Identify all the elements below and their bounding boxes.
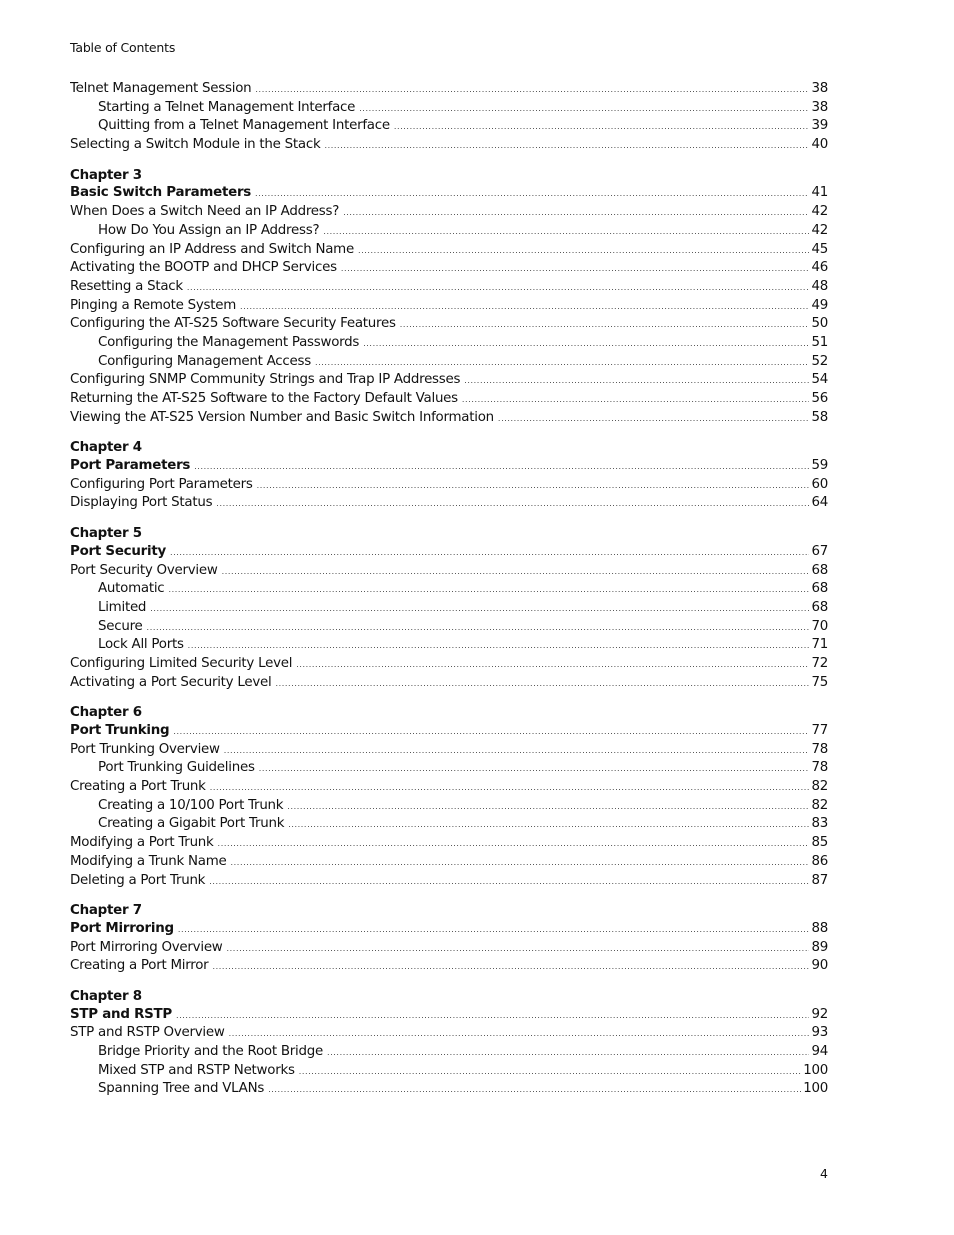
toc-entry-title: Returning the AT-S25 Software to the Factory Default Values <box>70 391 458 406</box>
toc-entry-page: 40 <box>811 137 828 153</box>
toc-entry-page: 88 <box>811 920 828 936</box>
toc-entry[interactable] <box>70 242 828 261</box>
toc-entry[interactable] <box>70 391 828 410</box>
table-of-contents <box>70 81 828 1100</box>
toc-entry-page: 92 <box>811 1006 828 1022</box>
toc-entry-title: Configuring Management Access <box>98 353 311 369</box>
toc-dot-leader <box>359 104 809 113</box>
chapter-label: Chapter 8 <box>70 988 142 1004</box>
toc-entry-page: 86 <box>811 853 828 869</box>
toc-entry-page: 71 <box>811 637 828 653</box>
toc-dot-leader <box>287 802 809 811</box>
toc-dot-leader <box>150 604 809 613</box>
toc-entry-title: Basic Switch Parameters <box>70 185 252 201</box>
toc-entry[interactable] <box>70 137 828 156</box>
toc-entry-title: Bridge Priority and the Root Bridge <box>98 1044 323 1059</box>
toc-entry-page: 58 <box>811 409 828 425</box>
toc-dot-leader <box>315 358 809 367</box>
toc-entry[interactable] <box>70 100 828 119</box>
toc-entry-title: Spanning Tree and VLANs <box>98 1081 265 1097</box>
toc-entry-title: Displaying Port Status <box>70 495 213 511</box>
toc-entry-title: Pinging a Remote System <box>70 297 237 313</box>
toc-dot-leader <box>168 585 809 594</box>
toc-entry-page: 49 <box>811 297 828 313</box>
toc-entry[interactable] <box>70 581 828 600</box>
toc-entry-title: Deleting a Port Trunk <box>70 872 206 888</box>
toc-entry-title: Configuring Limited Security Level <box>70 655 293 671</box>
toc-entry[interactable] <box>70 1063 828 1082</box>
toc-entry[interactable] <box>70 854 828 873</box>
toc-entry-title: STP and RSTP <box>70 1006 172 1022</box>
toc-entry-title: Selecting a Switch Module in the Stack <box>70 137 321 153</box>
toc-entry-title: Configuring an IP Address and Switch Name <box>70 241 354 257</box>
toc-dot-leader <box>462 395 810 404</box>
toc-entry[interactable] <box>70 316 828 335</box>
toc-dot-leader <box>240 302 809 311</box>
toc-dot-leader <box>341 264 810 273</box>
toc-entry-page: 59 <box>811 458 828 474</box>
toc-entry-page: 68 <box>811 581 828 597</box>
toc-entry[interactable] <box>70 940 828 959</box>
toc-dot-leader <box>224 746 810 755</box>
toc-entry-page: 39 <box>811 118 828 134</box>
toc-entry[interactable] <box>70 958 828 977</box>
toc-entry-page: 83 <box>811 816 828 832</box>
toc-dot-leader <box>218 839 810 848</box>
toc-entry-title: Creating a 10/100 Port Trunk <box>98 797 284 813</box>
toc-entry[interactable] <box>70 675 828 694</box>
toc-dot-leader <box>222 567 810 576</box>
toc-entry[interactable] <box>70 477 828 496</box>
toc-entry-title: Limited <box>98 599 147 615</box>
toc-dot-leader <box>147 623 810 632</box>
toc-entry-title: Activating a Port Security Level <box>70 674 272 690</box>
toc-entry-page: 54 <box>811 372 828 388</box>
toc-entry[interactable] <box>70 204 828 223</box>
toc-entry[interactable] <box>70 835 828 854</box>
toc-chapter-title-entry[interactable] <box>70 723 828 742</box>
toc-dot-leader <box>227 944 810 953</box>
toc-entry[interactable] <box>70 223 828 242</box>
toc-entry-title: Mixed STP and RSTP Networks <box>98 1062 295 1078</box>
toc-dot-leader <box>323 227 809 236</box>
toc-dot-leader <box>363 339 809 348</box>
toc-entry[interactable] <box>70 656 828 675</box>
toc-entry-title: Port Trunking Guidelines <box>98 760 255 776</box>
toc-entry-title: Port Mirroring <box>70 920 174 936</box>
toc-entry-title: Port Security Overview <box>70 562 218 578</box>
toc-entry[interactable] <box>70 873 828 892</box>
toc-entry-title: Configuring the Management Passwords <box>98 334 360 350</box>
toc-dot-leader <box>187 283 810 292</box>
toc-entry-title: Modifying a Trunk Name <box>70 853 227 869</box>
chapter-label: Chapter 3 <box>70 167 142 183</box>
toc-entry-page: 42 <box>811 204 828 220</box>
toc-entry-page: 64 <box>811 495 828 511</box>
toc-entry-page: 78 <box>811 741 828 757</box>
toc-dot-leader <box>255 189 809 198</box>
toc-entry-page: 50 <box>811 316 828 332</box>
toc-chapter-title-entry[interactable] <box>70 185 828 204</box>
toc-chapter-title-entry[interactable] <box>70 921 828 940</box>
toc-dot-leader <box>327 1048 809 1057</box>
toc-entry[interactable] <box>70 637 828 656</box>
toc-entry-title: Activating the BOOTP and DHCP Services <box>70 260 337 276</box>
toc-entry-title: Port Trunking Overview <box>70 741 220 757</box>
toc-dot-leader <box>324 141 809 150</box>
toc-entry-title: Modifying a Port Trunk <box>70 835 214 851</box>
toc-entry-title: Automatic <box>98 581 165 597</box>
toc-dot-leader <box>210 783 810 792</box>
running-header: Table of Contents <box>70 40 176 55</box>
toc-entry[interactable] <box>70 335 828 354</box>
toc-entry-page: 52 <box>811 353 828 369</box>
toc-dot-leader <box>173 727 809 736</box>
toc-entry[interactable] <box>70 1025 828 1044</box>
toc-entry-title: Port Trunking <box>70 723 170 738</box>
toc-entry-page: 93 <box>811 1025 828 1041</box>
chapter-label: Chapter 7 <box>70 903 142 919</box>
toc-entry-title: Port Parameters <box>70 458 191 474</box>
toc-dot-leader <box>170 548 810 557</box>
toc-entry-page: 78 <box>811 760 828 776</box>
toc-dot-leader <box>343 208 809 217</box>
toc-entry-title: How Do You Assign an IP Address? <box>98 222 320 238</box>
toc-entry-page: 51 <box>811 334 828 350</box>
toc-dot-leader <box>268 1085 801 1094</box>
toc-chapter-title-entry[interactable] <box>70 458 828 477</box>
toc-dot-leader <box>400 320 810 329</box>
toc-entry-title: Port Security <box>70 543 166 559</box>
toc-entry-title: Starting a Telnet Management Interface <box>98 99 356 115</box>
toc-dot-leader <box>216 499 809 508</box>
toc-entry-page: 82 <box>811 797 828 813</box>
toc-entry-page: 85 <box>811 835 828 851</box>
toc-dot-leader <box>209 877 809 886</box>
toc-dot-leader <box>212 962 809 971</box>
toc-entry[interactable] <box>70 779 828 798</box>
toc-dot-leader <box>498 414 810 423</box>
toc-dot-leader <box>288 820 809 829</box>
toc-dot-leader <box>257 481 810 490</box>
toc-entry[interactable] <box>70 798 828 817</box>
toc-dot-leader <box>259 764 810 773</box>
toc-entry-title: Port Mirroring Overview <box>70 939 223 955</box>
toc-entry-title: Quitting from a Telnet Management Interface <box>98 118 390 134</box>
toc-entry-title: Creating a Port Mirror <box>70 958 209 974</box>
toc-entry-page: 38 <box>811 81 828 96</box>
toc-dot-leader <box>176 1011 809 1020</box>
toc-entry[interactable] <box>70 816 828 835</box>
toc-entry-page: 82 <box>811 779 828 795</box>
toc-entry[interactable] <box>70 563 828 582</box>
toc-entry-page: 87 <box>811 872 828 888</box>
toc-entry-page: 89 <box>811 939 828 955</box>
toc-dot-leader <box>275 679 809 688</box>
toc-entry[interactable] <box>70 1081 828 1100</box>
toc-dot-leader <box>394 122 810 131</box>
toc-entry[interactable] <box>70 742 828 761</box>
page-number: 4 <box>820 1166 828 1181</box>
toc-entry-page: 67 <box>811 543 828 559</box>
toc-entry-title: Creating a Port Trunk <box>70 779 206 795</box>
toc-entry-page: 38 <box>811 99 828 115</box>
toc-dot-leader <box>178 925 810 934</box>
toc-dot-leader <box>231 858 810 867</box>
toc-entry[interactable] <box>70 354 828 373</box>
toc-entry[interactable] <box>70 600 828 619</box>
toc-entry-page: 68 <box>811 599 828 615</box>
toc-chapter-title-entry[interactable] <box>70 544 828 563</box>
toc-entry-page: 45 <box>811 241 828 257</box>
toc-dot-leader <box>296 660 809 669</box>
toc-entry-page: 72 <box>811 655 828 671</box>
toc-entry-page: 60 <box>811 476 828 492</box>
toc-dot-leader <box>358 246 809 255</box>
toc-entry[interactable] <box>70 619 828 638</box>
toc-entry-title: Creating a Gigabit Port Trunk <box>98 816 285 832</box>
toc-entry-title: Resetting a Stack <box>70 278 183 294</box>
toc-entry-page: 42 <box>811 222 828 238</box>
toc-dot-leader <box>229 1029 810 1038</box>
toc-entry[interactable] <box>70 1044 828 1063</box>
toc-entry-page: 94 <box>811 1044 828 1059</box>
toc-entry-title: Configuring Port Parameters <box>70 476 253 492</box>
toc-entry-title: Secure <box>98 618 143 634</box>
toc-entry[interactable] <box>70 760 828 779</box>
toc-entry-title: When Does a Switch Need an IP Address? <box>70 204 340 220</box>
toc-entry-title: Lock All Ports <box>98 637 184 653</box>
toc-entry-page: 41 <box>811 185 828 201</box>
toc-entry-page: 90 <box>811 958 828 974</box>
toc-dot-leader <box>255 85 809 94</box>
toc-entry-title: Viewing the AT-S25 Version Number and Basic Switch Information <box>70 409 494 425</box>
toc-chapter-title-entry[interactable] <box>70 1007 828 1026</box>
toc-dot-leader <box>194 462 809 471</box>
toc-dot-leader <box>188 641 810 650</box>
toc-entry-page: 56 <box>811 391 828 406</box>
toc-entry[interactable] <box>70 118 828 137</box>
toc-dot-leader <box>299 1067 801 1076</box>
toc-entry-title: Configuring the AT-S25 Software Security Features <box>70 316 396 332</box>
toc-entry-title: Configuring SNMP Community Strings and Trap IP Addresses <box>70 372 461 388</box>
chapter-label: Chapter 5 <box>70 526 142 542</box>
toc-entry-page: 100 <box>803 1081 828 1097</box>
toc-entry[interactable] <box>70 279 828 298</box>
toc-entry-page: 77 <box>811 723 828 738</box>
toc-entry[interactable] <box>70 81 828 100</box>
toc-entry[interactable] <box>70 495 828 514</box>
chapter-label: Chapter 6 <box>70 705 142 721</box>
toc-entry-page: 46 <box>811 260 828 276</box>
chapter-label: Chapter 4 <box>70 440 142 456</box>
toc-entry[interactable] <box>70 260 828 279</box>
toc-entry[interactable] <box>70 410 828 429</box>
toc-entry-page: 68 <box>811 562 828 578</box>
toc-entry-title: Telnet Management Session <box>70 81 252 96</box>
toc-dot-leader <box>464 376 809 385</box>
toc-entry-page: 48 <box>811 278 828 294</box>
toc-entry[interactable] <box>70 298 828 317</box>
toc-entry[interactable] <box>70 372 828 391</box>
toc-entry-page: 70 <box>811 618 828 634</box>
toc-entry-page: 75 <box>811 674 828 690</box>
toc-entry-page: 100 <box>803 1062 828 1078</box>
toc-entry-title: STP and RSTP Overview <box>70 1025 225 1041</box>
